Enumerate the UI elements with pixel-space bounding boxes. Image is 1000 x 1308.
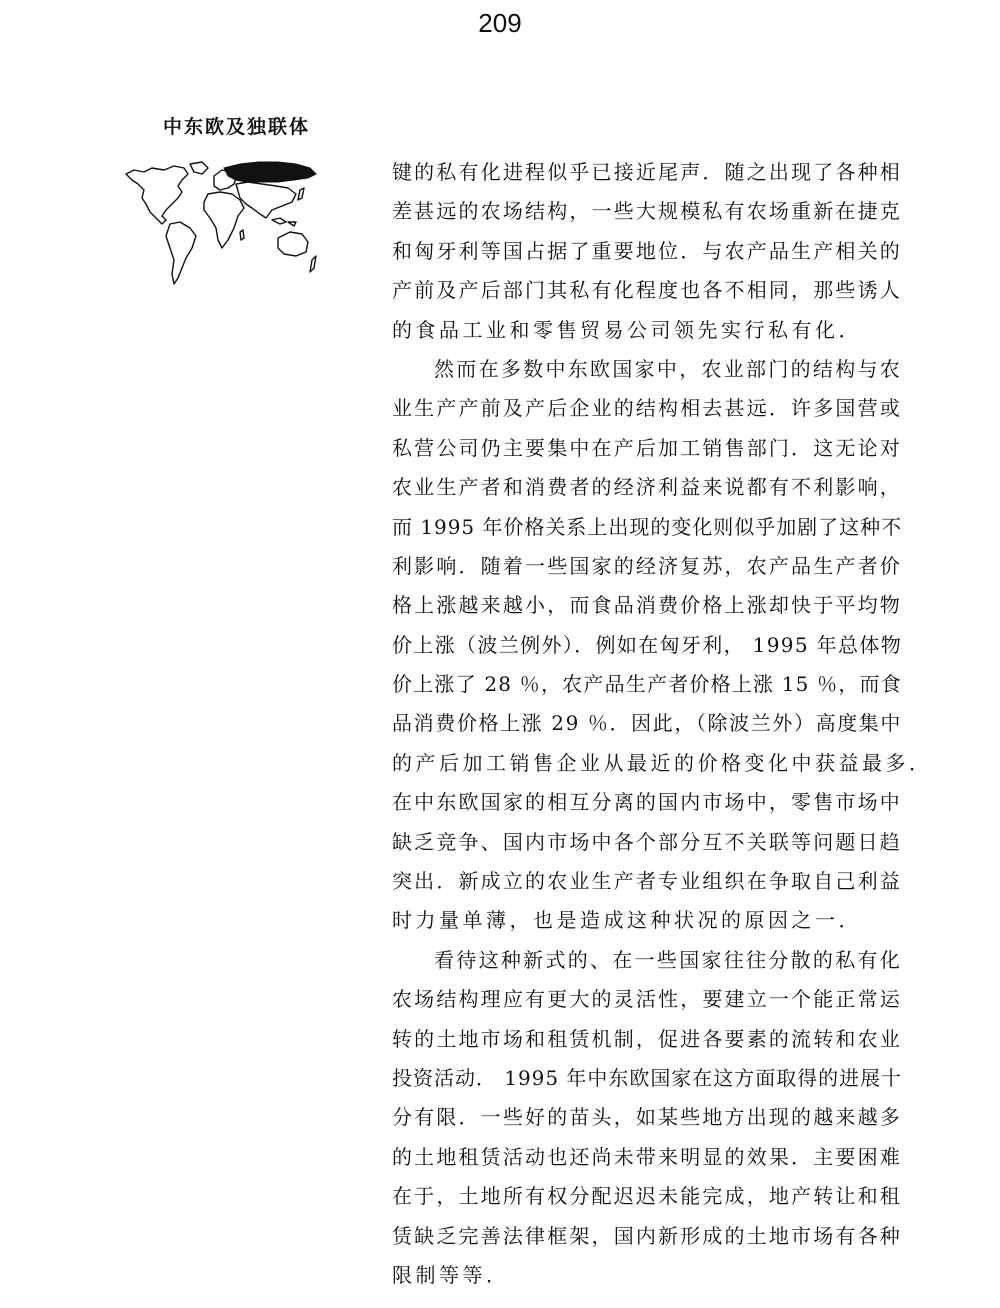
text-line: 转的土地市场和租赁机制，促进各要素的流转和农业 (392, 1026, 902, 1051)
text-line: 限制等等． (392, 1262, 510, 1287)
body-text (392, 153, 933, 1295)
text-line: 农场结构理应有更大的灵活性，要建立一个能正常运 (392, 987, 902, 1012)
text-line: 和匈牙利等国占据了重要地位．与农产品生产相关的 (392, 238, 902, 263)
text-line: 而 1995 年价格关系上出现的变化则似乎加剧了这种不 (392, 514, 903, 539)
text-line: 产前及产后部门其私有化程度也各不相同，那些诱人 (392, 278, 902, 303)
text-line: 农业生产者和消费者的经济利益来说都有不利影响， (392, 475, 902, 500)
world-map-icon (122, 160, 327, 290)
text-line: 投资活动． 1995 年中东欧国家在这方面取得的进展十 (392, 1065, 903, 1090)
text-line: 私营公司仍主要集中在产后加工销售部门．这无论对 (392, 435, 902, 460)
text-line: 品消费价格上涨 29 ％．因此，（除波兰外）高度集中 (392, 711, 903, 736)
text-line: 差甚远的农场结构，一些大规模私有农场重新在捷克 (392, 199, 902, 224)
text-line: 的土地租赁活动也还尚未带来明显的效果．主要困难 (392, 1144, 902, 1169)
text-line: 业生产产前及产后企业的结构相去甚远．许多国营或 (392, 396, 902, 421)
text-line: 突出．新成立的农业生产者专业组织在争取自己利益 (392, 869, 902, 894)
text-line: 赁缺乏完善法律框架，国内新形成的土地市场有各种 (392, 1223, 902, 1248)
text-line: 价上涨（波兰例外）．例如在匈牙利， 1995 年总体物 (392, 632, 903, 657)
text-line: 然而在多数中东欧国家中，农业部门的结构与农 (434, 356, 903, 381)
section-title: 中东欧及独联体 (163, 116, 311, 138)
text-line: 键的私有化进程似乎已接近尾声．随之出现了各种相 (392, 160, 902, 184)
text-line: 的食品工业和零售贸易公司领先实行私有化． (392, 317, 862, 342)
page-number: 209 (478, 8, 522, 38)
text-line: 分有限．一些好的苗头，如某些地方出现的越来越多 (392, 1105, 902, 1130)
text-line: 在中东欧国家的相互分离的国内市场中，零售市场中 (392, 790, 902, 815)
text-line: 时力量单薄，也是造成这种状况的原因之一． (392, 908, 862, 933)
text-line: 在于，土地所有权分配迟迟未能完成，地产转让和租 (392, 1184, 902, 1209)
text-line: 看待这种新式的、在一些国家往往分散的私有化 (434, 947, 903, 972)
text-line: 价上涨了 28 ％，农产品生产者价格上涨 15 ％，而食 (392, 672, 902, 697)
text-line: 缺乏竞争、国内市场中各个部分互不关联等问题日趋 (392, 829, 902, 854)
text-line: 格上涨越来越小，而食品消费价格上涨却快于平均物 (392, 593, 902, 618)
text-line: 利影响．随着一些国家的经济复苏，农产品生产者价 (392, 553, 902, 578)
text-line: 的产后加工销售企业从最近的价格变化中获益最多． (392, 750, 933, 775)
